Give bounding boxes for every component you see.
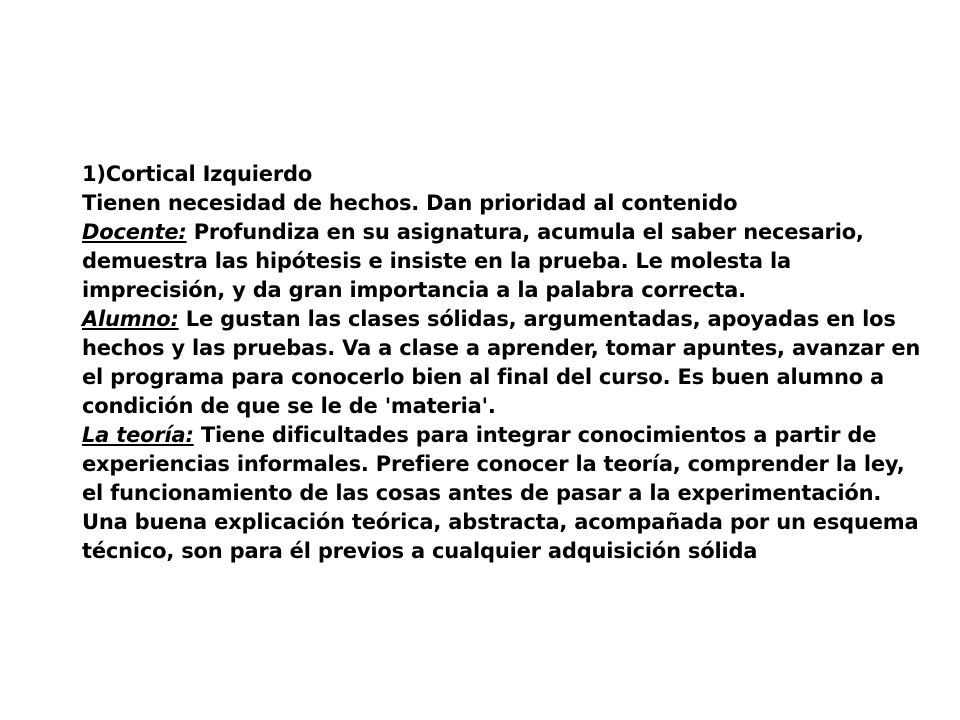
- alumno-paragraph: [82, 305, 922, 421]
- slide-content: [82, 160, 922, 566]
- docente-paragraph: [82, 218, 922, 305]
- alumno-text: Le gustan las clases sólidas, argumentadas, apoyadas en los hechos y las pruebas. Va a clase a aprender, tomar apuntes, avanzar en el programa para conocerlo bien al final del curso. Es buen alumno a condición de que se le de 'materia'.: [82, 307, 921, 418]
- intro-line: Tienen necesidad de hechos. Dan prioridad al contenido: [82, 191, 738, 215]
- slide-heading: 1)Cortical Izquierdo: [82, 162, 313, 186]
- teoria-text: Tiene dificultades para integrar conocimientos a partir de experiencias informales. Prefiere conocer la teoría, comprender la ley, el funcionamiento de las cosas antes de pasar a la experimentación. Una buena explicación teórica, abstracta, acompañada por un esquema técnico, son para él previos a cualquier adquisición sólida: [82, 423, 919, 563]
- teoria-paragraph: [82, 421, 922, 566]
- alumno-label: Alumno:: [82, 307, 179, 331]
- docente-text: Profundiza en su asignatura, acumula el saber necesario, demuestra las hipótesis e insiste en la prueba. Le molesta la imprecisión, y da gran importancia a la palabra correcta.: [82, 220, 864, 302]
- teoria-label: La teoría:: [82, 423, 194, 447]
- docente-label: Docente:: [82, 220, 187, 244]
